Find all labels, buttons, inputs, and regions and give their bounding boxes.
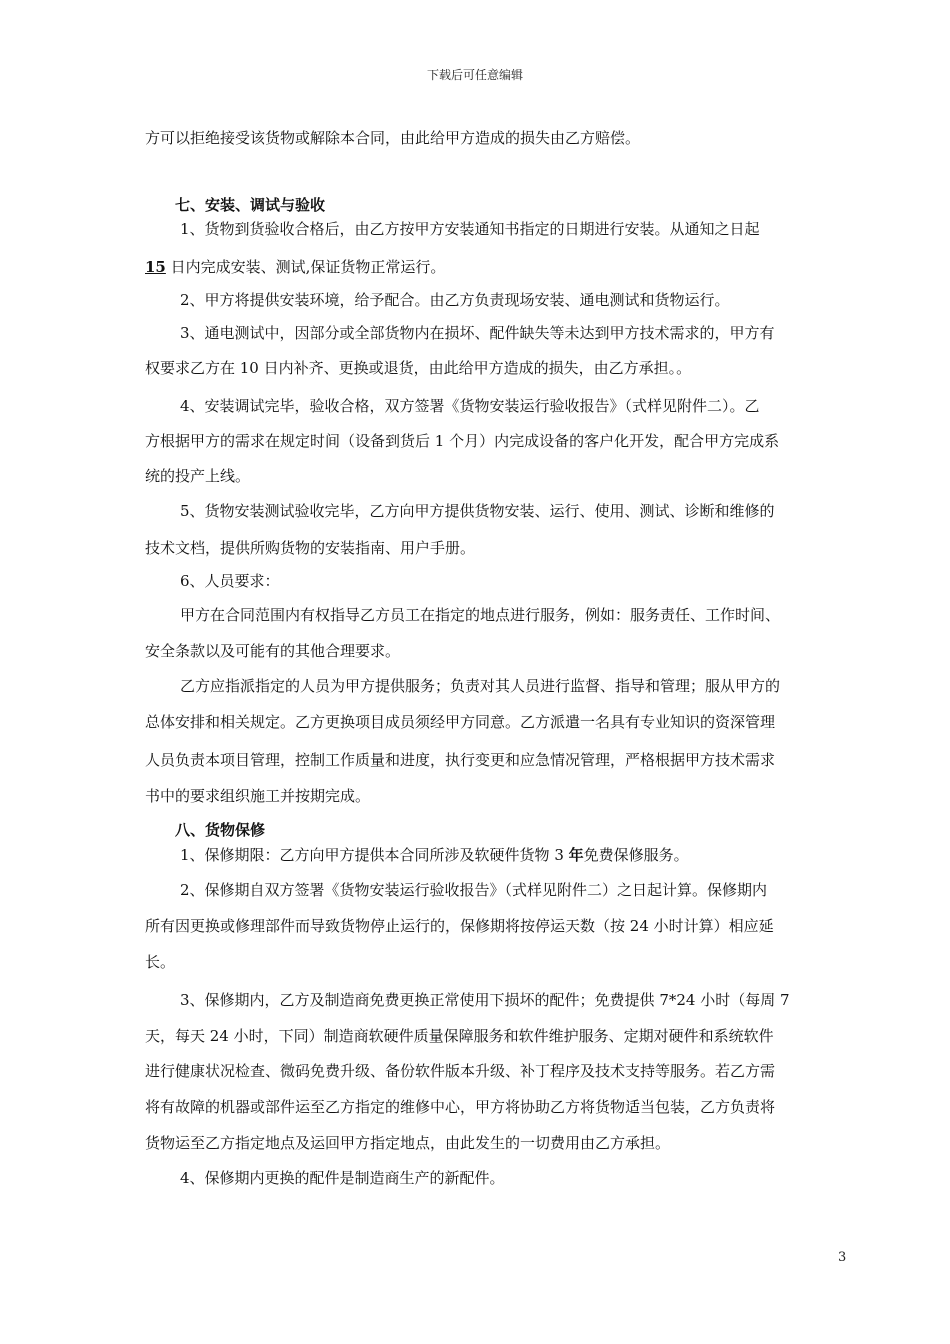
paragraph-line: 乙方应指派指定的人员为甲方提供服务；负责对其人员进行监督、指导和管理；服从甲方的 — [180, 677, 781, 695]
paragraph-line: 统的投产上线。 — [145, 467, 251, 485]
line-text: 1、保修期限：乙方向甲方提供本合同所涉及软硬件货物 3 — [180, 846, 569, 864]
paragraph-line — [180, 845, 689, 865]
paragraph-line: 4、保修期内更换的配件是制造商生产的新配件。 — [180, 1169, 505, 1187]
paragraph-line: 天，每天 24 小时，下同）制造商软硬件质量保障服务和软件维护服务、定期对硬件和系统软件 — [145, 1027, 774, 1045]
section-heading-7: 七、安装、调试与验收 — [175, 196, 326, 214]
page-header: 下载后可任意编辑 — [426, 68, 523, 82]
paragraph-line: 方根据甲方的需求在规定时间（设备到货后 1 个月）内完成设备的客户化开发，配合甲方完成系 — [145, 432, 780, 450]
line-text: 日内完成安装、测试,保证货物正常运行。 — [165, 258, 446, 276]
paragraph-line: 将有故障的机器或部件运至乙方指定的维修中心，甲方将协助乙方将货物适当包装，乙方负责将 — [145, 1098, 776, 1116]
paragraph-line: 3、通电测试中，因部分或全部货物内在损坏、配件缺失等未达到甲方技术需求的，甲方有 — [180, 324, 775, 342]
paragraph-line: 所有因更换或修理部件而导致货物停止运行的，保修期将按停运天数（按 24 小时计算）相应延 — [145, 917, 774, 935]
paragraph-line: 方可以拒绝接受该货物或解除本合同，由此给甲方造成的损失由乙方赔偿。 — [145, 129, 641, 147]
line-text: 免费保修服务。 — [583, 846, 689, 864]
bold-word: 年 — [568, 846, 584, 864]
paragraph-line: 技术文档，提供所购货物的安装指南、用户手册。 — [145, 539, 476, 557]
paragraph-line: 2、甲方将提供安装环境，给予配合。由乙方负责现场安装、通电测试和货物运行。 — [180, 291, 730, 309]
paragraph-line: 书中的要求组织施工并按期完成。 — [145, 787, 371, 805]
paragraph-line: 5、货物安装测试验收完毕，乙方向甲方提供货物安装、运行、使用、测试、诊断和维修的 — [180, 502, 775, 520]
paragraph-line — [145, 257, 445, 277]
underlined-number: 15 — [145, 258, 166, 276]
paragraph-line: 权要求乙方在 10 日内补齐、更换或退货，由此给甲方造成的损失，由乙方承担。。 — [145, 359, 692, 377]
paragraph-line: 总体安排和相关规定。乙方更换项目成员须经甲方同意。乙方派遣一名具有专业知识的资深管理 — [145, 713, 776, 731]
paragraph-line: 6、人员要求： — [180, 572, 280, 590]
page-number: 3 — [838, 1250, 847, 1265]
paragraph-line: 进行健康状况检查、微码免费升级、备份软件版本升级、补丁程序及技术支持等服务。若乙方需 — [145, 1062, 776, 1080]
paragraph-line: 长。 — [145, 953, 176, 971]
paragraph-line: 3、保修期内，乙方及制造商免费更换正常使用下损坏的配件；免费提供 7*24 小时（每周 7 — [180, 991, 790, 1009]
paragraph-line: 安全条款以及可能有的其他合理要求。 — [145, 642, 401, 660]
paragraph-line: 货物运至乙方指定地点及运回甲方指定地点，由此发生的一切费用由乙方承担。 — [145, 1134, 671, 1152]
paragraph-line: 1、货物到货验收合格后，由乙方按甲方安装通知书指定的日期进行安装。从通知之日起 — [180, 220, 760, 238]
section-heading-8: 八、货物保修 — [175, 821, 266, 839]
paragraph-line: 4、安装调试完毕，验收合格，双方签署《货物安装运行验收报告》（式样见附件二）。乙 — [180, 397, 760, 415]
paragraph-line: 2、保修期自双方签署《货物安装运行验收报告》（式样见附件二）之日起计算。保修期内 — [180, 881, 768, 899]
paragraph-line: 人员负责本项目管理，控制工作质量和进度，执行变更和应急情况管理，严格根据甲方技术需求 — [145, 751, 776, 769]
paragraph-line: 甲方在合同范围内有权指导乙方员工在指定的地点进行服务，例如：服务责任、工作时间、 — [180, 606, 781, 624]
